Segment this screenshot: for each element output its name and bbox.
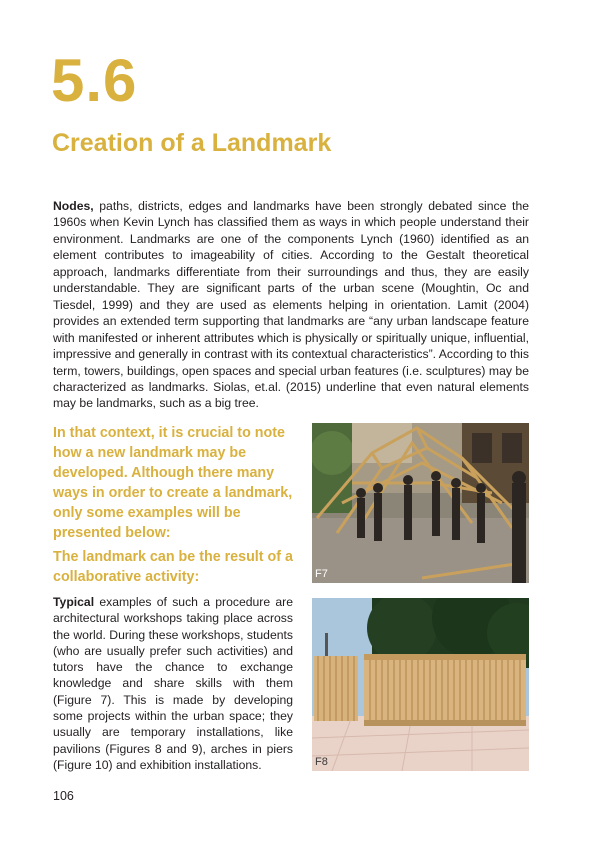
figure-8-photo	[312, 598, 529, 771]
figure-8-illustration	[312, 598, 529, 771]
page-number: 106	[53, 789, 74, 803]
intro-text: paths, districts, edges and landmarks have been strongly debated since the 1960s when Kevin Lynch has classified them as ways in which people understand their environment. Landmarks are one of the components Lynch (1960) identified as an element contributes to imageability of cities. According to the Gestalt theoretical approach, landmarks differentiate from their surroundings and thus, they are easily understandable. They are significant parts of the urban scene (Moughtin, Oc and Tiesdel, 1999) and they are used as elements helping in orientation. Lamit (2004) provides an extended term supporting that landmarks are “any urban landscape feature with manifested or inherent attributes which is physically or spiritually unique, influential, impressive and generally in contrast with its contextual characteristics”. According to this term, towers, buildings, open spaces and special urban features (i.e. sculptures) may be characterized as landmarks. Siolas, et.al. (2015) underline that even natural elements may be landmarks, such as a big tree.	[53, 199, 529, 411]
collaborative-callout: The landmark can be the result of a collaborative activity:	[53, 549, 293, 585]
workshops-text: examples of such a procedure are architectural workshops taking place across the world. During these workshops, students (who are usually prefer such activities) and tutors have the chance to exchange knowledge and share skills with them (Figure 7). This is made by developing some projects within the urban space; they usually are temporary installations, like pavilions (Figures 8 and 9), arches in piers (Figure 10) and exhibition installations.	[53, 595, 293, 772]
figure-7-illustration	[312, 423, 529, 583]
context-callout: In that context, it is crucial to note how a new landmark may be developed. Although there many ways in order to create a landmark, only some examples will be presented below:	[53, 425, 293, 541]
workshops-lead: Typical	[53, 595, 95, 609]
intro-paragraph	[53, 198, 529, 412]
section-title: Creation of a Landmark	[52, 129, 332, 157]
section-number: 5.6	[51, 47, 138, 114]
figure-7-label: F7	[315, 568, 328, 580]
workshops-paragraph	[53, 594, 293, 773]
intro-lead: Nodes,	[53, 199, 94, 213]
figure-7-photo	[312, 423, 529, 583]
figure-8-label: F8	[315, 756, 328, 768]
